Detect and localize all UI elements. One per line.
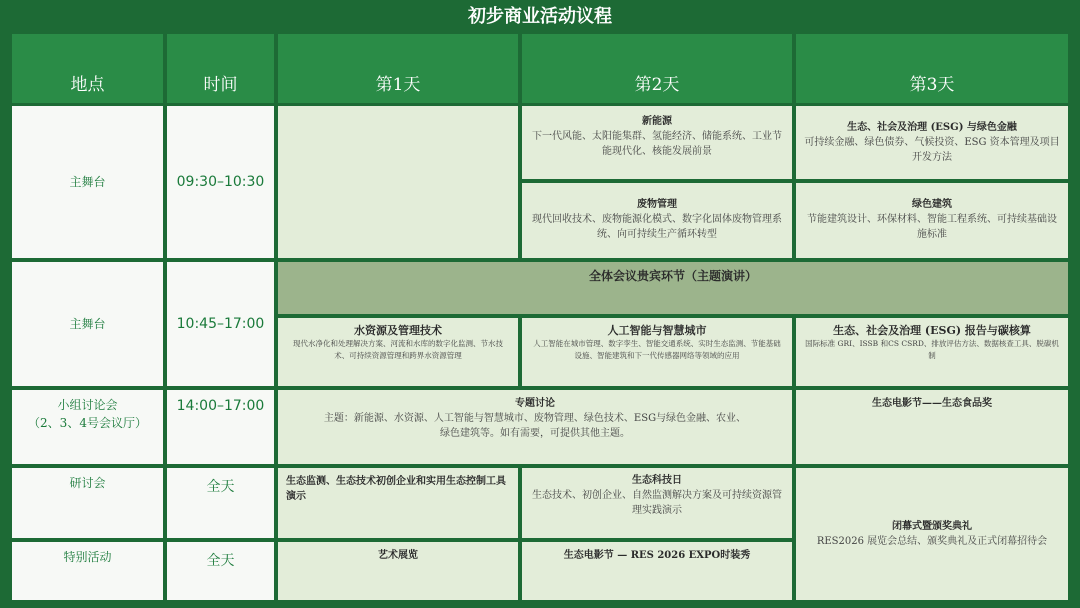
session-esg-finance-desc: 可持续金融、绿色债券、气候投资、ESG 资本管理及项目开发方法 [804, 137, 1060, 163]
session-waste-title: 废物管理 [637, 199, 677, 210]
session-keynote-title: 全体会议贵宾环节（主题演讲） [588, 269, 757, 283]
row5-location-text: 特别活动 [63, 550, 112, 564]
row1-location-text: 主舞台 [69, 175, 106, 189]
row1-time-text: 09:30–10:30 [176, 174, 265, 190]
header-day2-label: 第2天 [634, 75, 680, 95]
page-title: 初步商业活动议程 [468, 6, 612, 27]
session-ai-city [522, 318, 792, 386]
row3-time-text: 14:00–17:00 [176, 398, 265, 414]
row4-location-text: 研讨会 [69, 476, 106, 490]
session-art-title: 艺术展览 [378, 550, 418, 561]
row4-time [167, 468, 274, 538]
session-film-fashion-title: 生态电影节 — RES 2026 EXPO时装秀 [563, 550, 751, 561]
session-keynote [278, 262, 1068, 314]
row1-time [167, 106, 274, 258]
session-film-award [796, 390, 1068, 464]
session-workshop-day1 [278, 468, 518, 538]
row4-location [12, 468, 163, 538]
session-green-building-title: 绿色建筑 [912, 199, 952, 210]
header-day1 [278, 34, 518, 103]
session-water-desc: 现代水净化和处理解决方案、河流和水库的数字化监测、节水技术、可持续资源管理和跨界水资源管理 [293, 339, 503, 360]
row1-location [12, 106, 163, 258]
session-panel-desc-line2: 绿色建筑等。如有需要，可提供其他主题。 [440, 428, 630, 439]
header-day3-label: 第3天 [909, 75, 955, 95]
header-day1-label: 第1天 [375, 75, 421, 95]
header-day2 [522, 34, 792, 103]
session-ai-city-title: 人工智能与智慧城市 [607, 324, 707, 337]
row3-location [12, 390, 163, 464]
session-panel-title: 专题讨论 [515, 398, 555, 409]
row2-time-text: 10:45–17:00 [176, 316, 265, 332]
session-panel-desc-line1: 主题：新能源、水资源、人工智能与智慧城市、废物管理、绿色技术、ESG与绿色金融、农业、 [323, 413, 747, 424]
session-esg-report-title: 生态、社会及治理 (ESG) 报告与碳核算 [833, 324, 1031, 337]
session-ai-city-desc: 人工智能在城市管理、数字孪生、智能交通系统、实时生态监测、节能基础设施、智能建筑和下一代传感器网络等领域的应用 [533, 339, 781, 360]
header-location-label: 地点 [70, 75, 105, 95]
row3-location-line2: （2、3、4号会议厅） [28, 416, 147, 430]
session-panel [278, 390, 792, 464]
session-esg-finance-title: 生态、社会及治理 (ESG) 与绿色金融 [847, 122, 1017, 133]
session-green-building-desc: 节能建筑设计、环保材料、智能工程系统、可持续基础设施标准 [807, 214, 1057, 240]
row5-time-text: 全天 [206, 553, 235, 569]
session-green-building [796, 183, 1068, 258]
session-film-award-title: 生态电影节——生态食品奖 [872, 398, 992, 409]
row2-location [12, 262, 163, 386]
session-workshop-day1-title: 生态监测、生态技术初创企业和实用生态控制工具演示 [286, 476, 506, 502]
session-closing-desc: RES2026 展览会总结、颁奖典礼及正式闭幕招待会 [816, 536, 1048, 547]
session-waste-desc: 现代回收技术、废物能源化模式、数字化固体废物管理系统、向可持续生产循环转型 [532, 214, 782, 240]
row5-location [12, 542, 163, 600]
session-new-energy [522, 106, 792, 179]
session-ecotech-day-desc: 生态技术、初创企业、自然监测解决方案及可持续资源管理实践演示 [532, 490, 782, 516]
session-film-fashion [522, 542, 792, 600]
row3-time [167, 390, 274, 464]
session-closing-title: 闭幕式暨颁奖典礼 [892, 521, 972, 532]
header-location [12, 34, 163, 103]
session-esg-report [796, 318, 1068, 386]
session-closing [796, 468, 1068, 600]
row3-location-line1: 小组讨论会 [57, 398, 118, 412]
session-water-title: 水资源及管理技术 [354, 324, 442, 337]
session-new-energy-desc: 下一代风能、太阳能集群、氢能经济、储能系统、工业节能现代化、核能发展前景 [532, 131, 782, 157]
header-day3 [796, 34, 1068, 103]
session-ecotech-day-title: 生态科技日 [632, 475, 682, 486]
header-time-label: 时间 [203, 75, 238, 95]
session-water [278, 318, 518, 386]
header-time [167, 34, 274, 103]
session-esg-report-desc: 国际标准 GRI、ISSB 和CS CSRD、排放评估方法、数据核查工具、脱碳机制 [805, 339, 1059, 360]
session-waste [522, 183, 792, 258]
row4-time-text: 全天 [206, 479, 235, 495]
row1-day1-empty [278, 106, 518, 258]
row2-time [167, 262, 274, 386]
session-new-energy-title: 新能源 [642, 116, 672, 127]
row2-location-text: 主舞台 [69, 317, 106, 331]
session-esg-finance [796, 106, 1068, 179]
session-art [278, 542, 518, 600]
row5-time [167, 542, 274, 600]
session-ecotech-day [522, 468, 792, 538]
